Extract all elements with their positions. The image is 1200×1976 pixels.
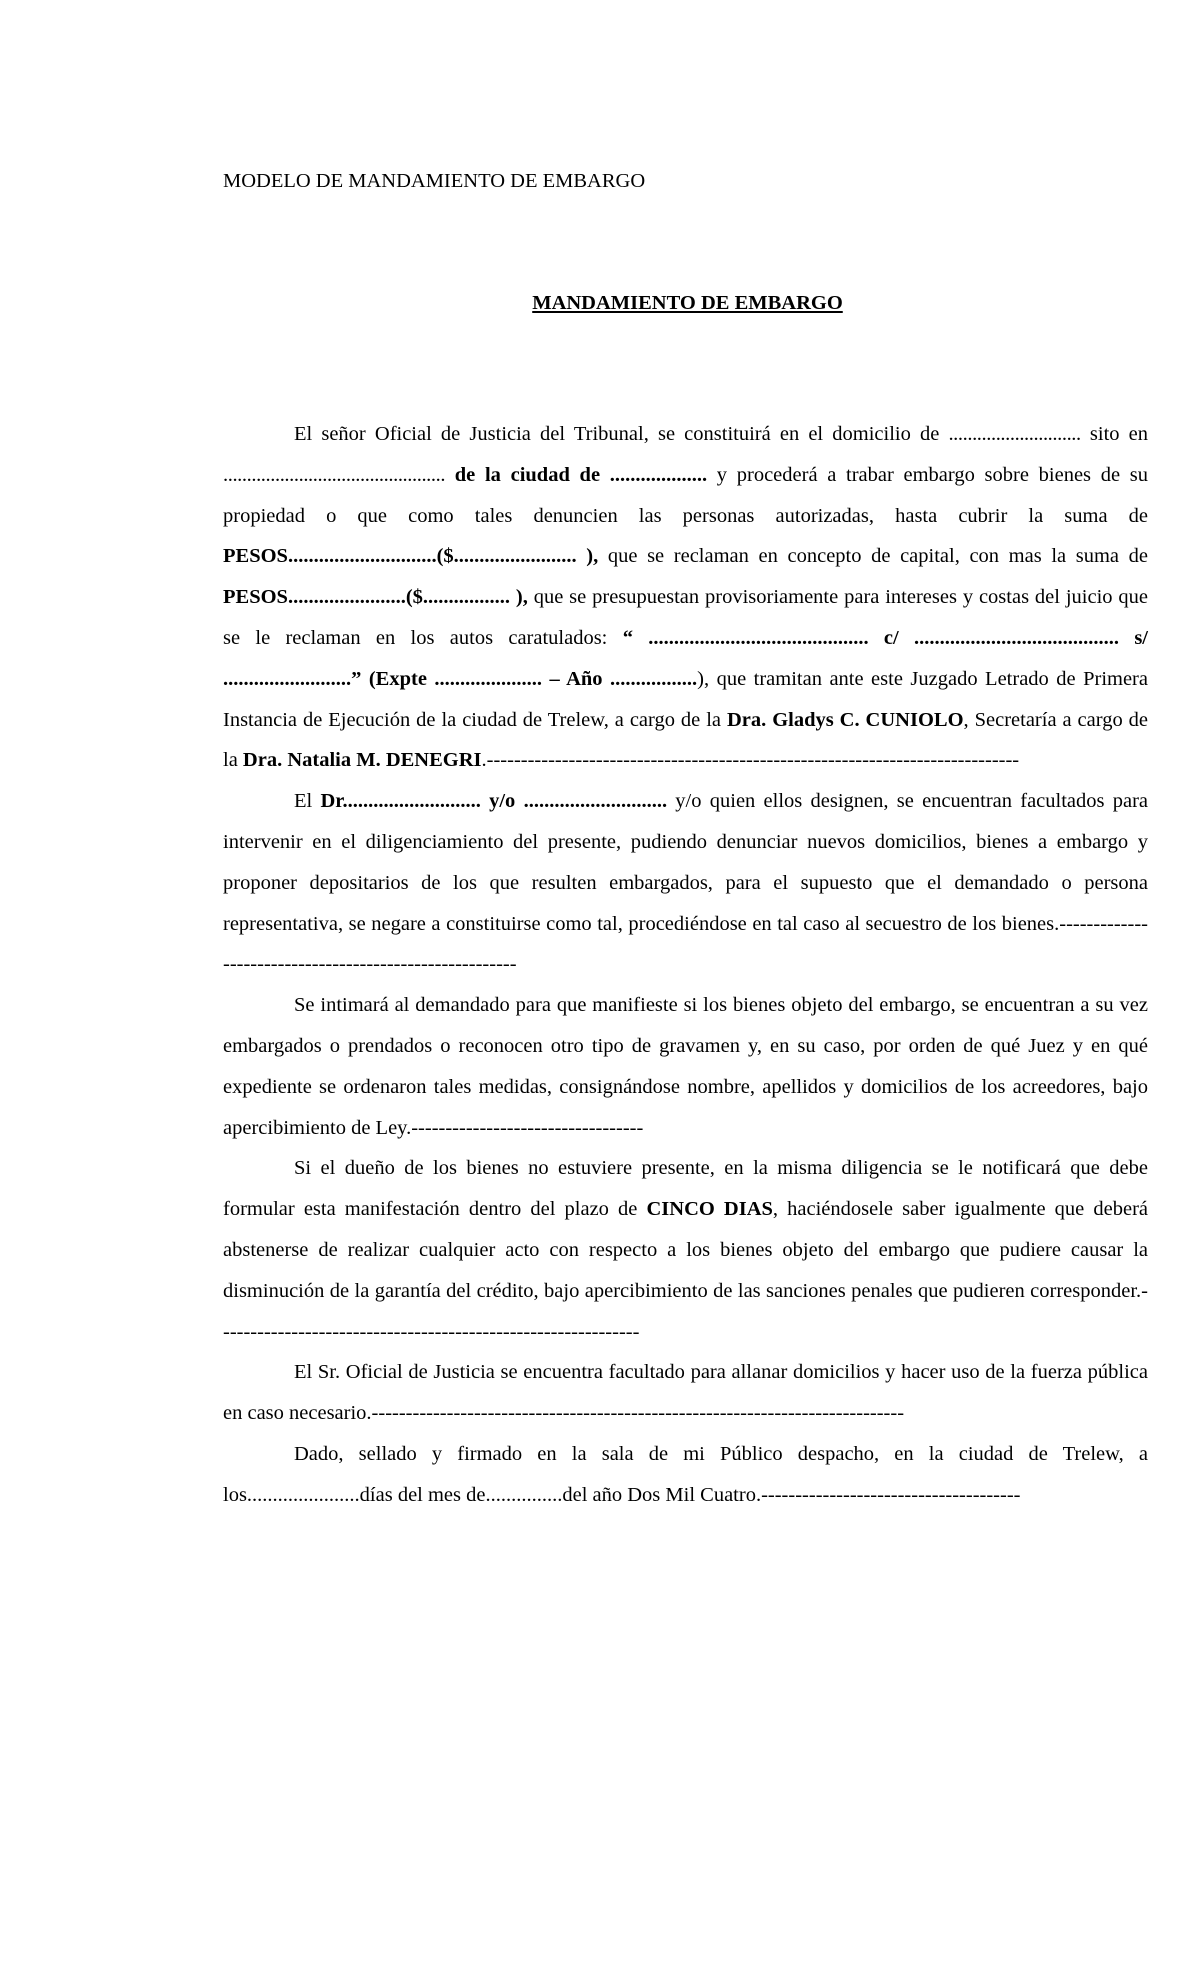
paragraph-intimation: Se intimará al demandado para que manifieste si los bienes objeto del embargo, se encuentran a su vez embargados o prendados o reconocen otro tipo de gravamen y, en su caso, por orden de qué Juez y en qué expediente se ordenaron tales medidas, consignándose nombre, apellidos y domicilios de los acreedores, bajo apercibimiento de Ley.---------------------------------- xyxy=(223,994,1148,1139)
paragraph-embargo-order: El señor Oficial de Justicia del Tribunal, se constituirá en el domicilio de ............................ sito en ............................................... de la ciudad de ................... y procederá a trabar embargo sobre bienes de su propiedad o que como tales denuncien las personas autorizadas, hasta cubrir la suma de PESOS.............................($........................ ), que se reclaman en concepto de capital, con mas la suma de PESOS.......................($................. ), que se presupuestan provisoriamente para intereses y costas del juicio que se le reclaman en los autos caratulados: “ ........................................... c/ ........................................ s/ .........................” (Expte ..................... – Año .................), que tramitan ante este Juzgado Letrado de Primera Instancia de Ejecución de la ciudad de Trelew, a cargo de la Dra. Gladys C. CUNIOLO, Secretaría a cargo de la Dra. Natalia M. DENEGRI.------------------------------------------------------------------------------ xyxy=(223,423,1148,772)
paragraph-signature-date: Dado, sellado y firmado en la sala de mi Público despacho, en la ciudad de Trelew, a los......................días del mes de...............del año Dos Mil Cuatro.-------------------------------------- xyxy=(223,1442,1148,1506)
paragraph-owner-notice: Si el dueño de los bienes no estuviere presente, en la misma diligencia se le notificará que debe formular esta manifestación dentro del plazo de CINCO DIAS, haciéndosele saber igualmente que deberá abstenerse de realizar cualquier acto con respecto a los bienes objeto del embargo que pudiere causar la disminución de la garantía del crédito, bajo apercibimiento de las sanciones penales que pudieren corresponder.-------------------------------------------------------------- xyxy=(223,1157,1148,1343)
document-title: MANDAMIENTO DE EMBARGO xyxy=(532,292,843,314)
document-heading: MODELO DE MANDAMIENTO DE EMBARGO xyxy=(223,170,646,192)
paragraph-public-force: El Sr. Oficial de Justicia se encuentra facultado para allanar domicilios y hacer uso de la fuerza pública en caso necesario.------------------------------------------------------------------------------ xyxy=(223,1361,1148,1425)
paragraph-authorized-persons: El Dr........................... y/o ............................ y/o quien ellos designen, se encuentran facultados para intervenir en el diligenciamiento del presente, pudiendo denunciar nuevos domicilios, bienes a embargo y proponer depositarios de los que resulten embargados, para el supuesto que el demandado o persona representativa, se negare a constituirse como tal, procediéndose en tal caso al secuestro de los bienes.-------------------------------------------------------- xyxy=(223,790,1149,976)
document-body xyxy=(223,414,1148,1516)
